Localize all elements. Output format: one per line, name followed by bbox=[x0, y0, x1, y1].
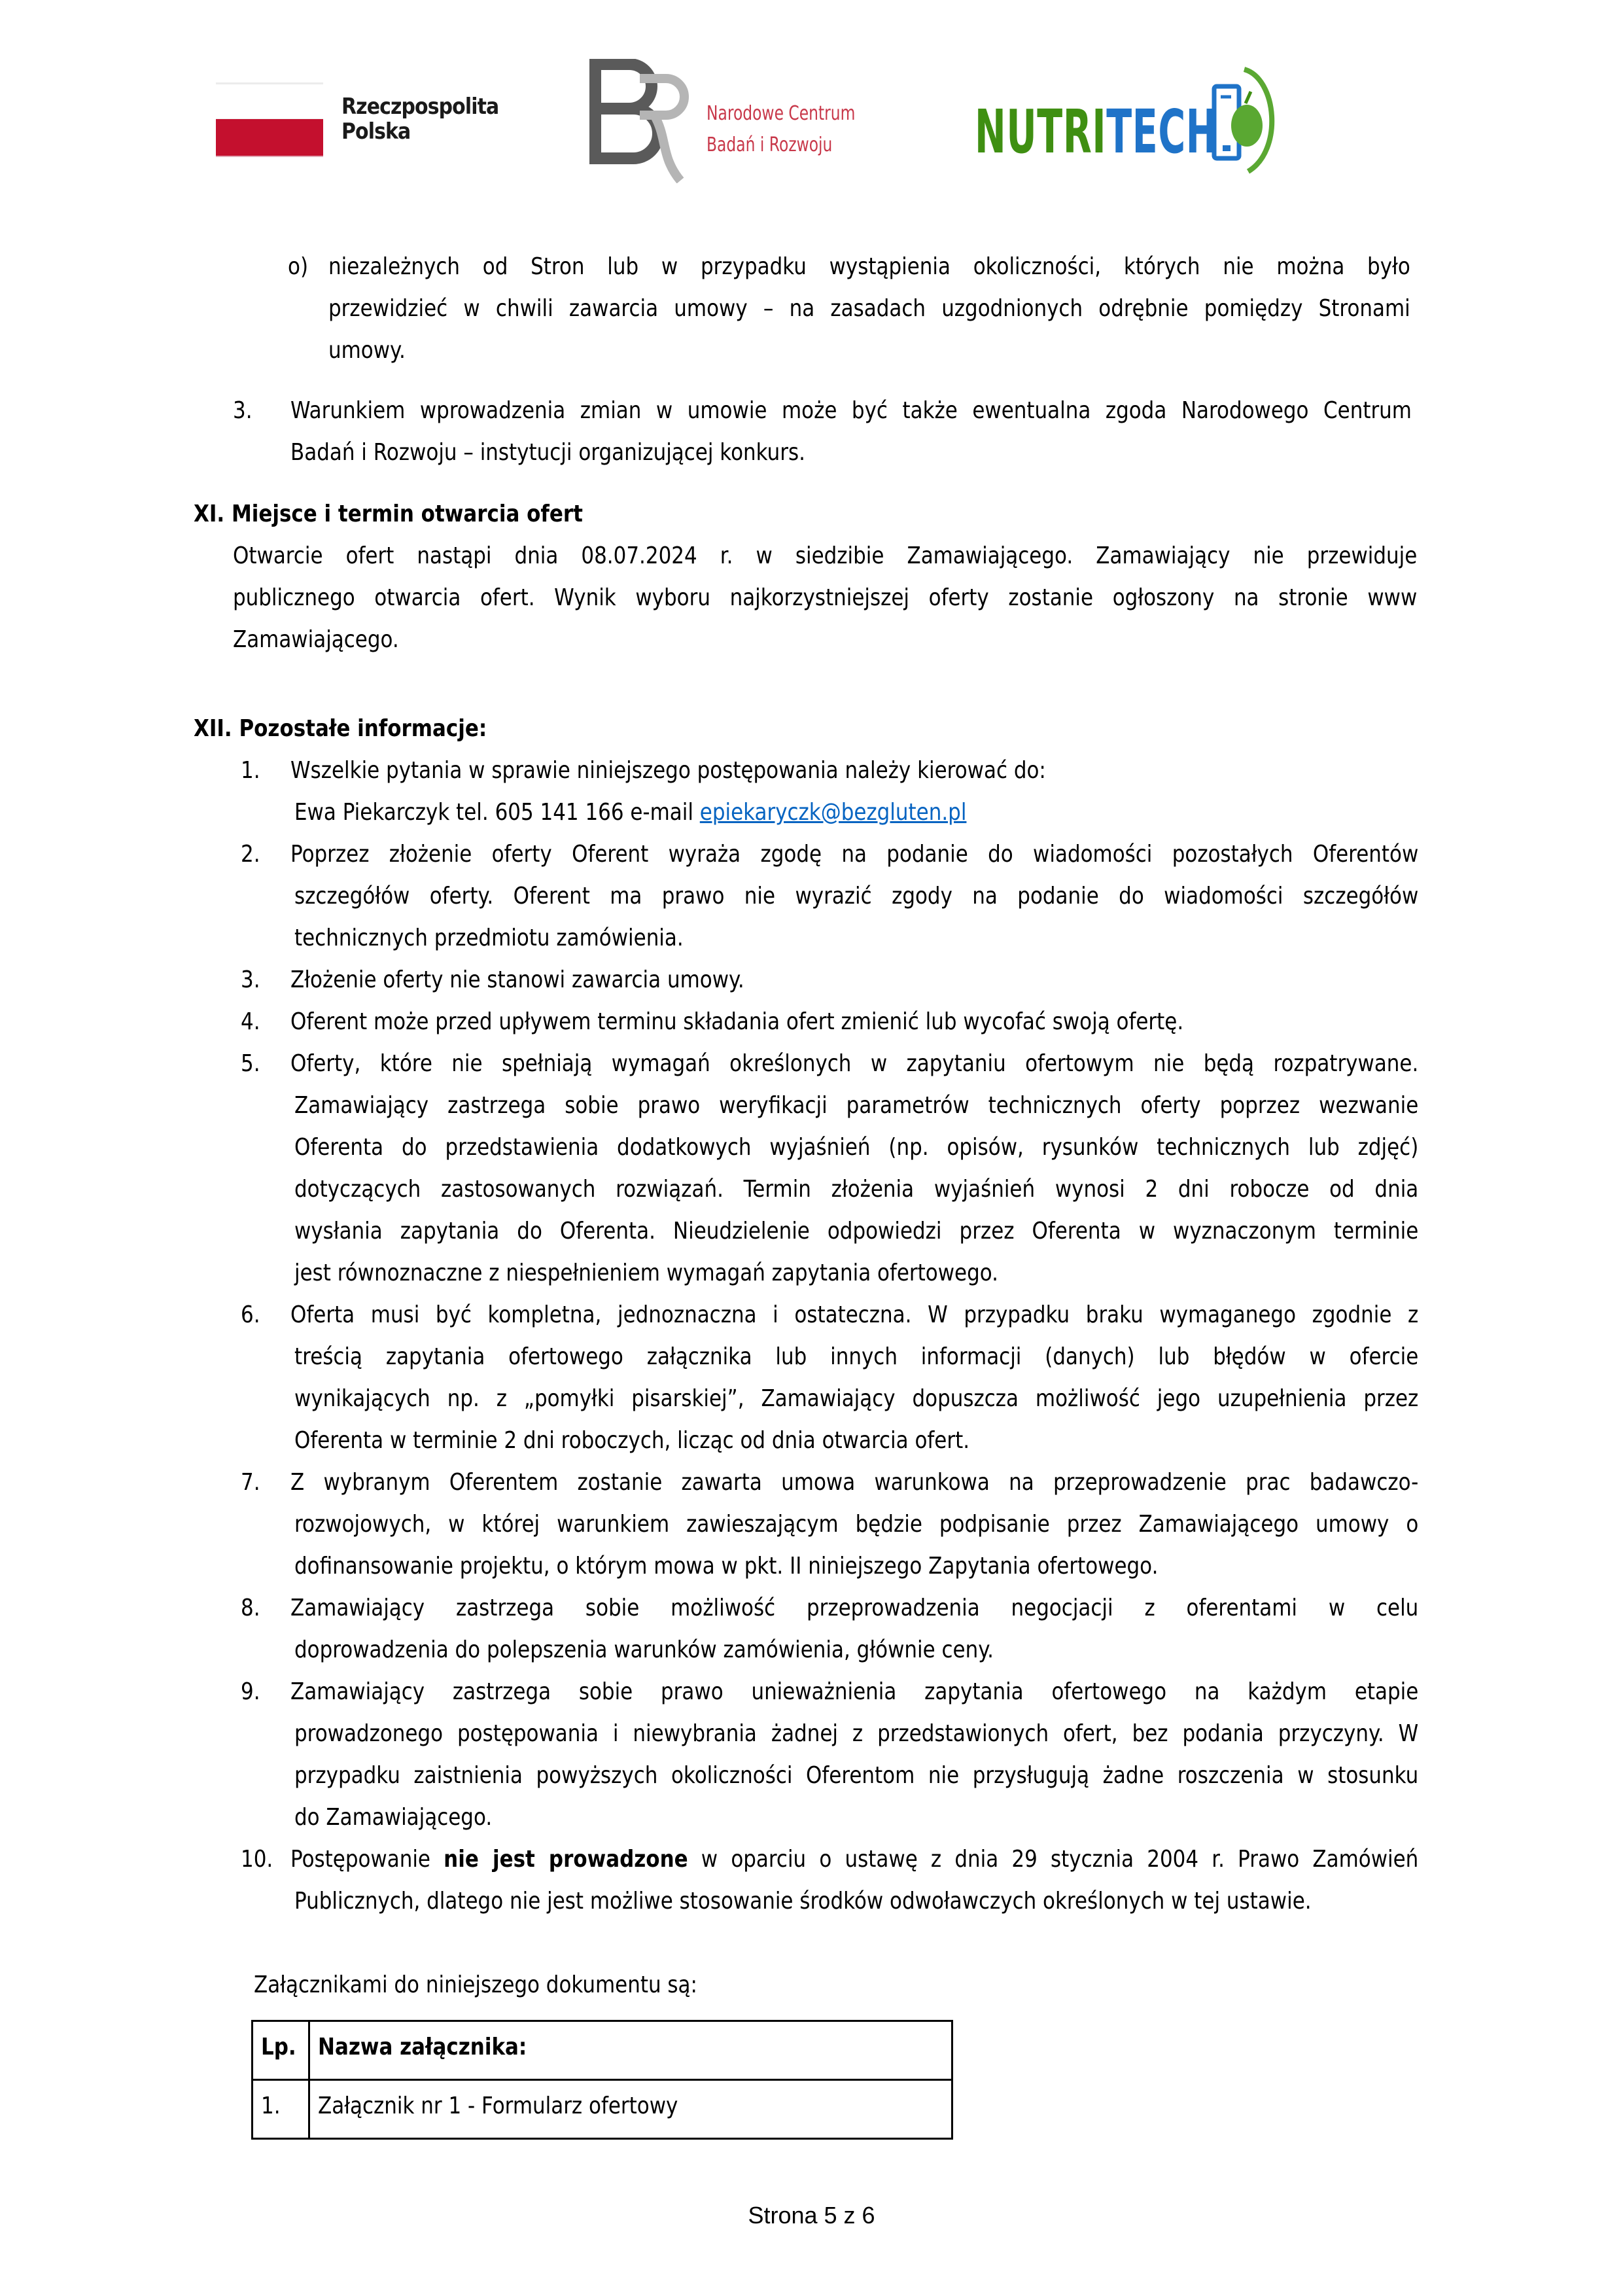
item-3-marker: 3. bbox=[233, 397, 253, 424]
xii-item-9-line-4: do Zamawiającego. bbox=[294, 1804, 493, 1831]
section-xi-number: XI. bbox=[194, 501, 225, 527]
list-marker: 5. bbox=[241, 1050, 260, 1077]
cell-name: Załącznik nr 1 - Formularz ofertowy bbox=[309, 2080, 952, 2139]
xii-item-8-line-2: doprowadzenia do polepszenia warunków zamówienia, głównie ceny. bbox=[294, 1636, 994, 1663]
phone-apple-icon bbox=[1205, 65, 1316, 177]
xii-item-9-line-1: Zamawiający zastrzega sobie prawo unieważnienia zapytania ofertowego na każdym etapie bbox=[290, 1678, 1419, 1705]
ncbr-br-mark-icon bbox=[589, 59, 707, 183]
xii-item-6-line-2: treścią zapytania ofertowego załącznika lub innych informacji (danych) lub błędów w ofercie bbox=[294, 1343, 1419, 1370]
xii-item-7-line-3: dofinansowanie projektu, o którym mowa w pkt. II niniejszego Zapytania ofertowego. bbox=[294, 1553, 1159, 1580]
xii-item-2-line-2: szczegółów oferty. Oferent ma prawo nie wyrazić zgody na podanie do wiadomości szczegółów bbox=[294, 883, 1419, 910]
table-header-row bbox=[253, 2021, 952, 2080]
section-xi-heading bbox=[194, 493, 583, 535]
section-xi-title: Miejsce i termin otwarcia ofert bbox=[231, 501, 583, 527]
item-3-line-2: Badań i Rozwoju – instytucji organizującej konkurs. bbox=[290, 439, 805, 466]
header-lp: Lp. bbox=[253, 2021, 309, 2080]
nutritech-wordmark: NUTRITECH bbox=[975, 97, 1218, 167]
xii-item-2-line-1: Poprzez złożenie oferty Oferent wyraża zgodę na podanie do wiadomości pozostałych Oferentów bbox=[290, 841, 1419, 868]
xii-item-1-line-1: Wszelkie pytania w sprawie niniejszego postępowania należy kierować do: bbox=[290, 757, 1046, 784]
xii-item-4-line-1: Oferent może przed upływem terminu składania ofert zmienić lub wycofać swoją ofertę. bbox=[290, 1008, 1184, 1035]
xii-item-2-line-3: technicznych przedmiotu zamówienia. bbox=[294, 925, 684, 951]
email-link[interactable]: epiekaryczk@bezgluten.pl bbox=[699, 799, 967, 826]
item-o-line-2: przewidzieć w chwili zawarcia umowy – na zasadach uzgodnionych odrębnie pomiędzy Stronami bbox=[328, 295, 1410, 322]
list-marker: 2. bbox=[241, 841, 260, 868]
section-xii-heading bbox=[194, 708, 487, 750]
section-xi-line-3: Zamawiającego. bbox=[233, 626, 399, 653]
list-marker: 3. bbox=[241, 966, 260, 993]
attachments-table bbox=[251, 2020, 953, 2140]
list-marker: 8. bbox=[241, 1595, 260, 1621]
xii-item-7-line-1: Z wybranym Oferentem zostanie zawarta umowa warunkowa na przeprowadzenie prac badawczo- bbox=[290, 1469, 1419, 1496]
list-marker: 6. bbox=[241, 1301, 260, 1328]
rp-logo-text: Rzeczpospolita Polska bbox=[341, 94, 499, 145]
header-name: Nazwa załącznika: bbox=[309, 2021, 952, 2080]
xii-item-9-line-3: przypadku zaistnienia powyższych okoliczności Oferentom nie przysługują żadne roszczenia w stosunku bbox=[294, 1762, 1419, 1789]
table-row bbox=[253, 2080, 952, 2139]
section-xi-line-2: publicznego otwarcia ofert. Wynik wyboru najkorzystniejszej oferty zostanie ogłoszony na stronie www bbox=[233, 584, 1418, 611]
emphasis-not-conducted: nie jest prowadzone bbox=[444, 1846, 688, 1873]
ncbr-logo-text: Narodowe Centrum Badań i Rozwoju bbox=[707, 102, 856, 156]
xii-item-10-line-2: Publicznych, dlatego nie jest możliwe stosowanie środków odwoławczych określonych w tej ustawie. bbox=[294, 1888, 1312, 1915]
logo-nutritech bbox=[975, 65, 1315, 177]
list-marker: 9. bbox=[241, 1678, 260, 1705]
logo-ncbr bbox=[589, 59, 929, 183]
polish-flag-icon bbox=[216, 82, 323, 157]
xii-item-5-line-1: Oferty, które nie spełniają wymagań określonych w zapytaniu ofertowym nie będą rozpatrywane. bbox=[290, 1050, 1419, 1077]
item-o-marker: o) bbox=[288, 253, 309, 280]
section-xi-line-1: Otwarcie ofert nastąpi dnia 08.07.2024 r. w siedzibie Zamawiającego. Zamawiający nie przewiduje bbox=[233, 542, 1418, 569]
cell-lp: 1. bbox=[253, 2080, 309, 2139]
xii-item-6-line-4: Oferenta w terminie 2 dni roboczych, licząc od dnia otwarcia ofert. bbox=[294, 1427, 970, 1454]
list-marker: 1. bbox=[241, 757, 260, 784]
section-xii-title: Pozostałe informacje: bbox=[239, 715, 487, 742]
list-marker: 10. bbox=[241, 1846, 273, 1873]
list-marker: 4. bbox=[241, 1008, 260, 1035]
page-number: Strona 5 z 6 bbox=[748, 2202, 875, 2229]
xii-item-5-line-4: dotyczących zastosowanych rozwiązań. Termin złożenia wyjaśnień wynosi 2 dni robocze od dnia bbox=[294, 1176, 1419, 1203]
xii-item-5-line-5: wysłania zapytania do Oferenta. Nieudzielenie odpowiedzi przez Oferenta w wyznaczonym terminie bbox=[294, 1218, 1419, 1245]
item-3-line-1: Warunkiem wprowadzenia zmian w umowie może być także ewentualna zgoda Narodowego Centrum bbox=[290, 397, 1412, 424]
xii-item-10-line-1: Postępowanie nie jest prowadzone w oparciu o ustawę z dnia 29 stycznia 2004 r. Prawo Zamówień bbox=[290, 1846, 1419, 1873]
xii-item-7-line-2: rozwojowych, w której warunkiem zawieszającym będzie podpisanie przez Zamawiającego umowy o bbox=[294, 1511, 1419, 1538]
xii-item-5-line-6: jest równoznaczne z niespełnieniem wymagań zapytania ofertowego. bbox=[294, 1260, 998, 1286]
xii-item-3-line-1: Złożenie oferty nie stanowi zawarcia umowy. bbox=[290, 966, 744, 993]
xii-item-8-line-1: Zamawiający zastrzega sobie możliwość przeprowadzenia negocjacji z oferentami w celu bbox=[290, 1595, 1419, 1621]
xii-item-6-line-1: Oferta musi być kompletna, jednoznaczna i ostateczna. W przypadku braku wymaganego zgodnie z bbox=[290, 1301, 1419, 1328]
header-logos bbox=[0, 59, 1623, 183]
xii-item-9-line-2: prowadzonego postępowania i niewybrania żadnej z przedstawionych ofert, bez podania przyczyny. W bbox=[294, 1720, 1419, 1747]
section-xii-number: XII. bbox=[194, 715, 232, 742]
xii-item-6-line-3: wynikających np. z „pomyłki pisarskiej”, Zamawiający dopuszcza możliwość jego uzupełnienia przez bbox=[294, 1385, 1419, 1412]
contact-line: Ewa Piekarczyk tel. 605 141 166 e-mail epiekaryczk@bezgluten.pl bbox=[294, 799, 967, 826]
xii-item-5-line-2: Zamawiający zastrzega sobie prawo weryfikacji parametrów technicznych oferty poprzez wezwanie bbox=[294, 1092, 1419, 1119]
item-o-line-3: umowy. bbox=[328, 337, 406, 364]
xii-item-5-line-3: Oferenta do przedstawienia dodatkowych wyjaśnień (np. opisów, rysunków technicznych lub zdjęć) bbox=[294, 1134, 1419, 1161]
list-marker: 7. bbox=[241, 1469, 260, 1496]
item-o-line-1: niezależnych od Stron lub w przypadku wystąpienia okoliczności, których nie można było bbox=[328, 253, 1410, 280]
